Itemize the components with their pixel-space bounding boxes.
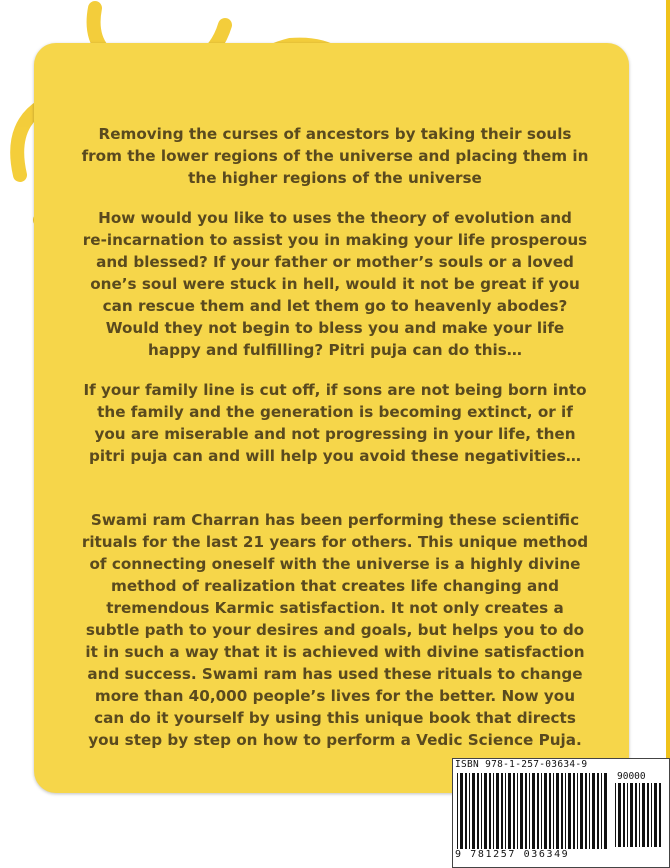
barcode-bar xyxy=(525,773,527,849)
barcode-bar xyxy=(604,773,607,849)
barcode-bar xyxy=(520,773,523,849)
barcode-bar xyxy=(544,773,547,849)
isbn-label: ISBN 978-1-257-03634-9 xyxy=(455,759,588,770)
barcode-bar xyxy=(568,773,571,849)
barcode-bar xyxy=(615,783,616,847)
barcode-bar xyxy=(597,773,599,849)
barcode-bar xyxy=(565,773,566,849)
barcode-digits: 9 781257 036349 xyxy=(455,849,570,860)
barcode-bar xyxy=(654,783,657,847)
barcode-bar xyxy=(472,773,475,849)
blurb-heading: Removing the curses of ancestors by taking their souls from the lower regions of the universe and placing them in the higher regions of the universe xyxy=(81,125,589,187)
barcode-bar xyxy=(556,773,559,849)
barcode-bar xyxy=(585,773,587,849)
blurb-paragraph-2: If your family line is cut off, if sons are not being born into the family and the generation is becoming extinct, or if you are miserable and not progressing in your life, then pitri puja can and will help you avoid these negativities… xyxy=(83,381,587,465)
barcode-bar xyxy=(489,773,491,849)
barcode-bar xyxy=(642,783,645,847)
barcode-bar xyxy=(549,773,551,849)
barcode-bar xyxy=(477,773,479,849)
barcode-bar xyxy=(501,773,503,849)
barcode-bar xyxy=(623,783,625,847)
barcode-bar xyxy=(589,773,590,849)
isbn-barcode xyxy=(452,758,670,868)
barcode-bar xyxy=(493,773,494,849)
barcode-bar xyxy=(537,773,539,849)
blurb-paragraph-3: Swami ram Charran has been performing these scientific rituals for the last 21 years for others. This unique method of connecting oneself with the universe is a highly divine method of realization that creates life changing and tremendous Karmic satisfaction. It not only creates a subtle path to your desires and goals, but helps you to do it in such a way that it is achieved with divine satisfaction and success. Swami ram has used these rituals to change more than 40,000 people’s lives for the better. Now you can do it yourself by using this unique book that directs you step by step on how to perform a Vedic Science Puja. xyxy=(81,511,589,749)
barcode-bar xyxy=(639,783,640,847)
barcode-bar xyxy=(651,783,652,847)
barcode-bars xyxy=(457,773,611,849)
barcode-bar xyxy=(541,773,542,849)
barcode-bar xyxy=(592,773,595,849)
barcode-bar xyxy=(577,773,578,849)
barcode-bar xyxy=(457,773,458,849)
barcode-bar xyxy=(496,773,499,849)
barcode-bar xyxy=(553,773,554,849)
barcode-bar xyxy=(460,773,463,849)
barcode-addon-bars xyxy=(615,783,665,847)
barcode-bar xyxy=(573,773,575,849)
barcode-bar xyxy=(647,783,649,847)
barcode-bar xyxy=(513,773,515,849)
barcode-addon-number: 90000 xyxy=(617,771,646,782)
barcode-bar xyxy=(532,773,535,849)
barcode-bar xyxy=(659,783,661,847)
barcode-bar xyxy=(561,773,563,849)
blurb-paragraph-1: How would you like to uses the theory of evolution and re-incarnation to assist you in making your life prosperous and blessed? If your father or mother’s souls or a loved one’s soul were stuck in hell, would it not be great if you can rescue them and let them go to heavenly abodes? Would they not begin to bless you and make your life happy and fulfilling? Pitri puja can do this… xyxy=(82,209,588,359)
barcode-bar xyxy=(481,773,482,849)
barcode-bar xyxy=(627,783,628,847)
barcode-bar xyxy=(469,773,470,849)
barcode-bar xyxy=(517,773,518,849)
barcode-bar xyxy=(505,773,506,849)
barcode-bar xyxy=(618,783,621,847)
barcode-bar xyxy=(465,773,467,849)
barcode-bar xyxy=(630,783,633,847)
barcode-bar xyxy=(580,773,583,849)
barcode-bar xyxy=(508,773,511,849)
barcode-bar xyxy=(635,783,637,847)
barcode-bar xyxy=(484,773,487,849)
barcode-bar xyxy=(601,773,602,849)
barcode-bar xyxy=(529,773,530,849)
